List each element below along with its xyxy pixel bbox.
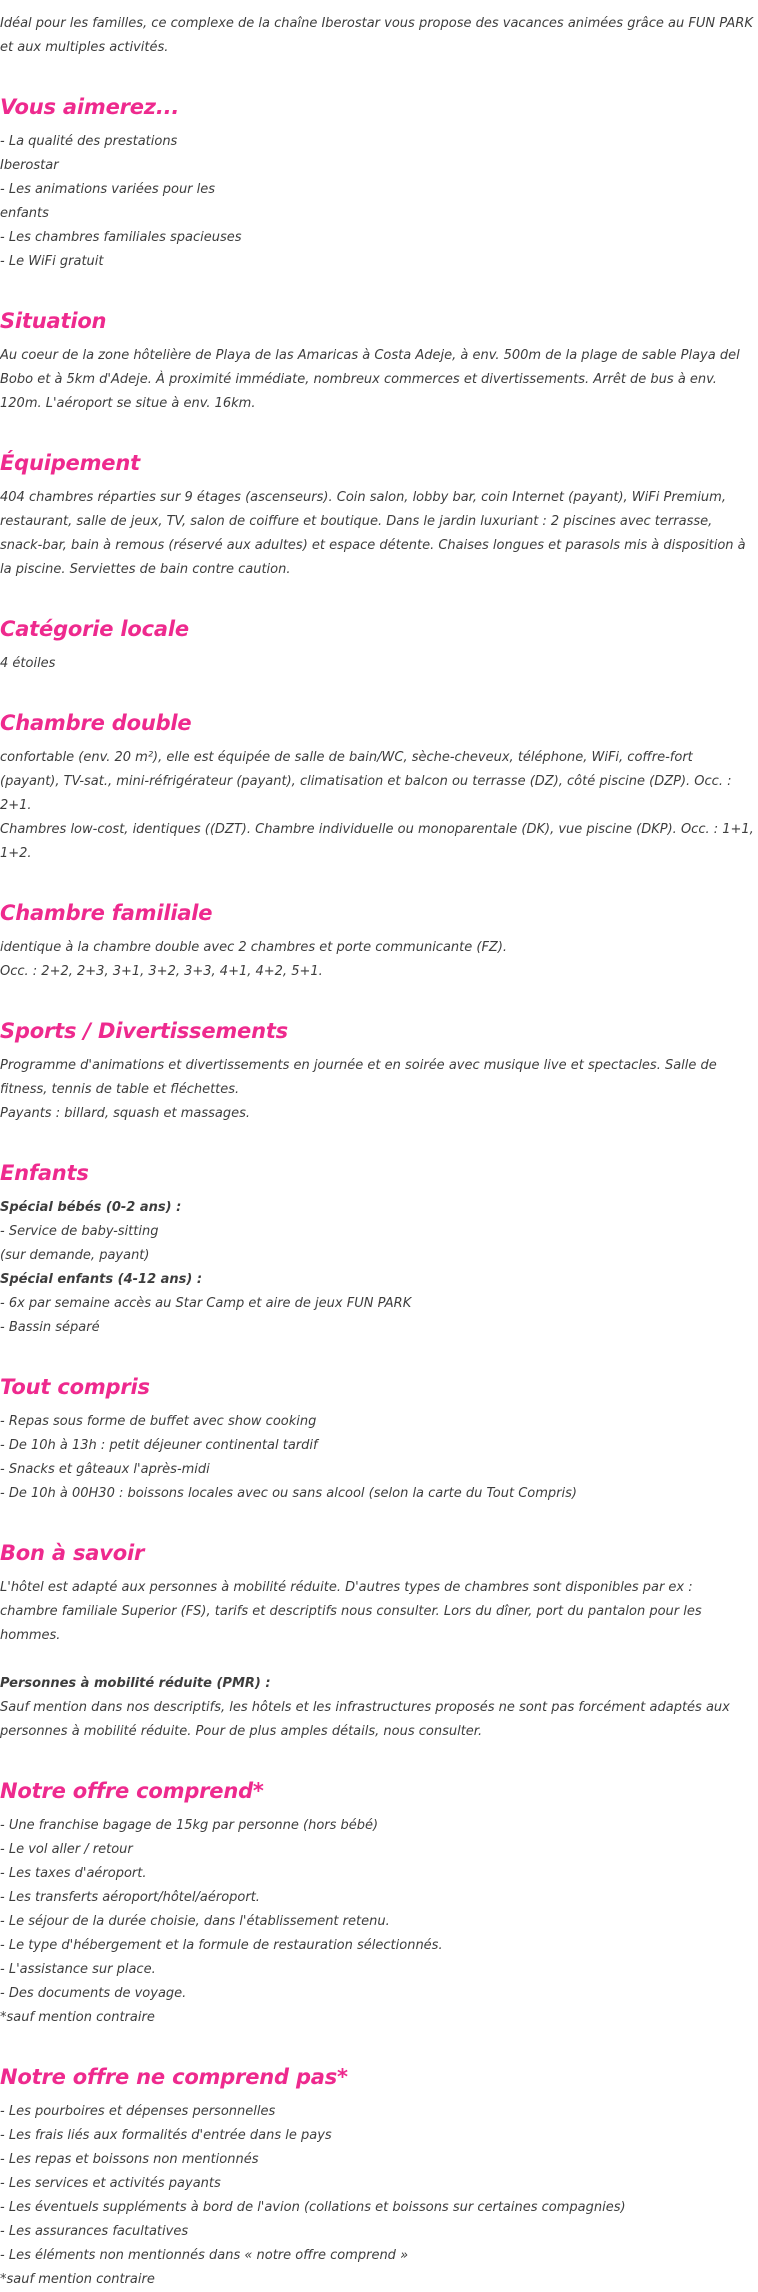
list-line: - Les transferts aéroport/hôtel/aéroport. [0,1890,260,1905]
section-text: 4 étoiles [0,656,56,671]
list-line: - Les éléments non mentionnés dans « notre offre comprend » [0,2248,409,2263]
section-situation [0,306,754,416]
list-line: - Snacks et gâteaux l'après-midi [0,1462,210,1477]
section-text: identique à la chambre double avec 2 chambres et porte communicante (FZ). [0,940,508,955]
section-tout-compris [0,1372,754,1506]
section-heading: Tout compris [0,1375,150,1399]
list-line: - Le WiFi gratuit [0,254,104,269]
section-enfants [0,1158,754,1340]
list-line: - Les pourboires et dépenses personnelles [0,2104,276,2119]
section-chambre-familiale [0,898,754,984]
section-text: Programme d'animations et divertissements en journée et en soirée avec musique live et spectacles. Salle de fitness, tennis de table et fléchettes. [0,1058,717,1097]
list-line: - Bassin séparé [0,1320,100,1335]
paragraph-spacer [0,1648,754,1672]
list-line: - Le vol aller / retour [0,1842,133,1857]
section-text: 404 chambres réparties sur 9 étages (ascenseurs). Coin salon, lobby bar, coin Internet (payant), WiFi Premium, restaurant, salle de jeux, TV, salon de coiffure et boutique. Dans le jardin luxuriant : 2 piscines avec terrasse, snack-bar, bain à remous (réservé aux adultes) et espace détente. Chaises longues et parasols mis à disposition à la piscine. Serviettes de bain contre caution. [0,490,746,577]
section-heading: Chambre double [0,711,192,735]
list-line: - Les assurances facultatives [0,2224,189,2239]
list-line: - Les éventuels suppléments à bord de l'avion (collations et boissons sur certaines compagnies) [0,2200,626,2215]
list-line: - Les repas et boissons non mentionnés [0,2152,259,2167]
footnote: *sauf mention contraire [0,2010,155,2025]
section-offre-comprend [0,1776,754,2030]
pmr-text: Sauf mention dans nos descriptifs, les hôtels et les infrastructures proposés ne sont pas forcément adaptés aux personnes à mobilité réduite. Pour de plus amples détails, nous consulter. [0,1700,730,1739]
list-line: - De 10h à 00H30 : boissons locales avec ou sans alcool (selon la carte du Tout Compris) [0,1486,577,1501]
list-line: - Service de baby-sitting [0,1224,159,1239]
list-line: - De 10h à 13h : petit déjeuner continental tardif [0,1438,318,1453]
section-heading: Catégorie locale [0,617,189,641]
section-vous-aimerez [0,92,754,274]
pmr-label: Personnes à mobilité réduite (PMR) : [0,1676,271,1691]
section-chambre-double [0,708,754,866]
list-line: enfants [0,206,49,221]
section-offre-ne-comprend-pas [0,2062,754,2292]
section-heading: Situation [0,309,107,333]
footnote: *sauf mention contraire [0,2272,155,2287]
list-line: - Repas sous forme de buffet avec show cooking [0,1414,317,1429]
section-text: L'hôtel est adapté aux personnes à mobilité réduite. D'autres types de chambres sont disponibles par ex : chambre familiale Superior (FS), tarifs et descriptifs nous consulter. Lors du dîner, port du pantalon pour les hommes. [0,1580,702,1643]
section-heading: Équipement [0,451,140,475]
list-line: - Des documents de voyage. [0,1986,187,2001]
section-heading: Chambre familiale [0,901,213,925]
section-text: confortable (env. 20 m²), elle est équipée de salle de bain/WC, sèche-cheveux, téléphone, WiFi, coffre-fort (payant), TV-sat., mini-réfrigérateur (payant), climatisation et balcon ou terrasse (DZ), côté piscine (DZP). Occ. : 2+1. [0,750,732,813]
kids-label: Spécial enfants (4-12 ans) : [0,1272,203,1287]
section-text: Payants : billard, squash et massages. [0,1106,251,1121]
section-sports [0,1016,754,1126]
list-line: - L'assistance sur place. [0,1962,156,1977]
babies-label: Spécial bébés (0-2 ans) : [0,1200,182,1215]
list-line: - Le séjour de la durée choisie, dans l'établissement retenu. [0,1914,390,1929]
list-line: - Les services et activités payants [0,2176,221,2191]
list-line: Iberostar [0,158,59,173]
section-text: Chambres low-cost, identiques ((DZT). Chambre individuelle ou monoparentale (DK), vue piscine (DKP). Occ. : 1+1, 1+2. [0,822,754,861]
section-heading: Notre offre comprend* [0,1779,264,1803]
list-line: - Le type d'hébergement et la formule de restauration sélectionnés. [0,1938,443,1953]
list-line: - La qualité des prestations [0,134,178,149]
section-text: Occ. : 2+2, 2+3, 3+1, 3+2, 3+3, 4+1, 4+2, 5+1. [0,964,323,979]
section-equipement [0,448,754,582]
section-heading: Vous aimerez... [0,95,180,119]
section-heading: Bon à savoir [0,1541,145,1565]
list-line: - Les taxes d'aéroport. [0,1866,147,1881]
section-categorie [0,614,754,676]
list-line: - Une franchise bagage de 15kg par personne (hors bébé) [0,1818,379,1833]
section-heading: Notre offre ne comprend pas* [0,2065,348,2089]
list-line: (sur demande, payant) [0,1248,150,1263]
section-bon-a-savoir [0,1538,754,1744]
section-text: Au coeur de la zone hôtelière de Playa de las Amaricas à Costa Adeje, à env. 500m de la plage de sable Playa del Bobo et à 5km d'Adeje. À proximité immédiate, nombreux commerces et divertissements. Arrêt de bus à env. 120m. L'aéroport se situe à env. 16km. [0,348,740,411]
section-heading: Sports / Divertissements [0,1019,288,1043]
list-line: - Les animations variées pour les [0,182,216,197]
section-heading: Enfants [0,1161,89,1185]
list-line: - 6x par semaine accès au Star Camp et aire de jeux FUN PARK [0,1296,412,1311]
intro-text: Idéal pour les familles, ce complexe de la chaîne Iberostar vous propose des vacances animées grâce au FUN PARK et aux multiples activités. [0,16,753,55]
list-line: - Les chambres familiales spacieuses [0,230,242,245]
list-line: - Les frais liés aux formalités d'entrée dans le pays [0,2128,332,2143]
